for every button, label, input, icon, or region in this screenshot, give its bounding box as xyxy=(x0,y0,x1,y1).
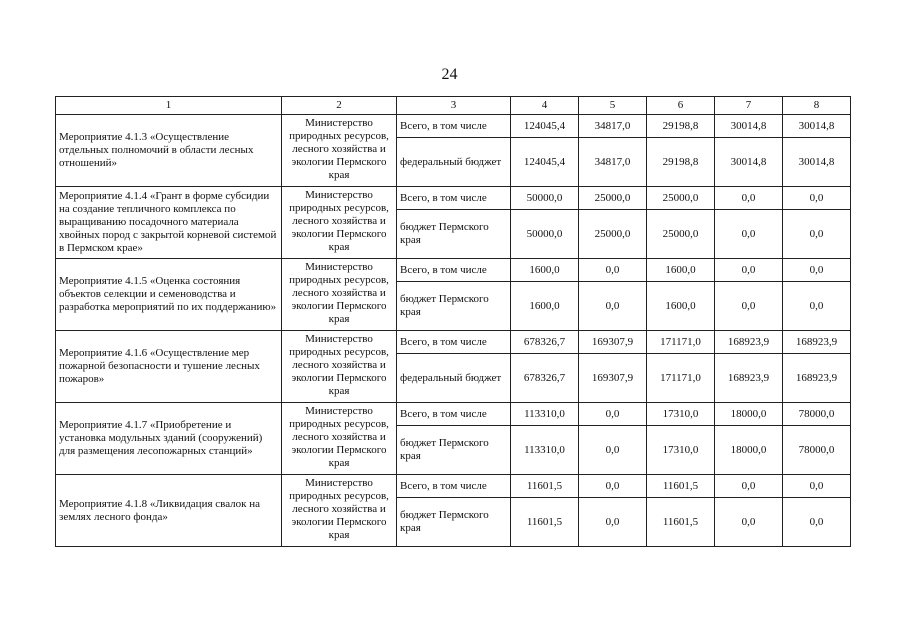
amount-cell: 0,0 xyxy=(715,282,783,331)
amount-cell: 0,0 xyxy=(783,210,851,259)
amount-cell: 0,0 xyxy=(783,282,851,331)
amount-cell: 0,0 xyxy=(715,475,783,498)
column-header: 8 xyxy=(783,97,851,115)
executor-cell: Министерство природных ресурсов, лесного хозяйства и экологии Пермского края xyxy=(282,115,397,187)
amount-cell: 0,0 xyxy=(715,259,783,282)
amount-cell: 17310,0 xyxy=(647,403,715,426)
amount-cell: 0,0 xyxy=(715,210,783,259)
amount-cell: 30014,8 xyxy=(783,138,851,187)
table-row xyxy=(56,259,851,282)
funding-source-cell: Всего, в том числе xyxy=(397,403,511,426)
event-cell: Мероприятие 4.1.4 «Грант в форме субсидии на создание тепличного комплекса по выращиванию посадочного материала хвойных пород с закрытой корневой системой в Пермском крае» xyxy=(56,187,282,259)
amount-cell: 0,0 xyxy=(579,282,647,331)
amount-cell: 168923,9 xyxy=(783,331,851,354)
amount-cell: 18000,0 xyxy=(715,403,783,426)
budget-table xyxy=(55,96,851,547)
amount-cell: 113310,0 xyxy=(511,403,579,426)
page-number: 24 xyxy=(441,66,458,83)
amount-cell: 0,0 xyxy=(579,498,647,547)
amount-cell: 0,0 xyxy=(579,403,647,426)
header-row xyxy=(56,97,851,115)
amount-cell: 0,0 xyxy=(783,498,851,547)
funding-source-cell: бюджет Пермского края xyxy=(397,498,511,547)
table-row xyxy=(56,115,851,138)
executor-cell: Министерство природных ресурсов, лесного хозяйства и экологии Пермского края xyxy=(282,259,397,331)
funding-source-cell: федеральный бюджет xyxy=(397,138,511,187)
column-header: 1 xyxy=(56,97,282,115)
amount-cell: 1600,0 xyxy=(511,259,579,282)
funding-source-cell: Всего, в том числе xyxy=(397,475,511,498)
amount-cell: 0,0 xyxy=(579,426,647,475)
table-row xyxy=(56,403,851,426)
funding-source-cell: Всего, в том числе xyxy=(397,115,511,138)
amount-cell: 1600,0 xyxy=(647,282,715,331)
amount-cell: 1600,0 xyxy=(647,259,715,282)
amount-cell: 25000,0 xyxy=(579,210,647,259)
amount-cell: 168923,9 xyxy=(715,331,783,354)
column-header: 6 xyxy=(647,97,715,115)
funding-source-cell: Всего, в том числе xyxy=(397,331,511,354)
column-header: 5 xyxy=(579,97,647,115)
table-row xyxy=(56,475,851,498)
amount-cell: 30014,8 xyxy=(715,138,783,187)
event-cell: Мероприятие 4.1.5 «Оценка состояния объектов селекции и семеноводства и разработка мероприятий по их поддержанию» xyxy=(56,259,282,331)
amount-cell: 50000,0 xyxy=(511,187,579,210)
amount-cell: 169307,9 xyxy=(579,331,647,354)
amount-cell: 124045,4 xyxy=(511,115,579,138)
executor-cell: Министерство природных ресурсов, лесного хозяйства и экологии Пермского края xyxy=(282,403,397,475)
amount-cell: 171171,0 xyxy=(647,331,715,354)
funding-source-cell: бюджет Пермского края xyxy=(397,282,511,331)
funding-source-cell: бюджет Пермского края xyxy=(397,426,511,475)
amount-cell: 50000,0 xyxy=(511,210,579,259)
amount-cell: 0,0 xyxy=(579,475,647,498)
amount-cell: 11601,5 xyxy=(511,475,579,498)
amount-cell: 25000,0 xyxy=(647,210,715,259)
amount-cell: 17310,0 xyxy=(647,426,715,475)
amount-cell: 29198,8 xyxy=(647,115,715,138)
column-header: 2 xyxy=(282,97,397,115)
amount-cell: 18000,0 xyxy=(715,426,783,475)
amount-cell: 1600,0 xyxy=(511,282,579,331)
event-cell: Мероприятие 4.1.6 «Осуществление мер пожарной безопасности и тушение лесных пожаров» xyxy=(56,331,282,403)
executor-cell: Министерство природных ресурсов, лесного хозяйства и экологии Пермского края xyxy=(282,475,397,547)
amount-cell: 678326,7 xyxy=(511,354,579,403)
column-header: 4 xyxy=(511,97,579,115)
amount-cell: 678326,7 xyxy=(511,331,579,354)
amount-cell: 25000,0 xyxy=(647,187,715,210)
amount-cell: 0,0 xyxy=(783,259,851,282)
column-header: 7 xyxy=(715,97,783,115)
executor-cell: Министерство природных ресурсов, лесного хозяйства и экологии Пермского края xyxy=(282,187,397,259)
amount-cell: 78000,0 xyxy=(783,403,851,426)
executor-cell: Министерство природных ресурсов, лесного хозяйства и экологии Пермского края xyxy=(282,331,397,403)
event-cell: Мероприятие 4.1.3 «Осуществление отдельных полномочий в области лесных отношений» xyxy=(56,115,282,187)
amount-cell: 30014,8 xyxy=(783,115,851,138)
amount-cell: 171171,0 xyxy=(647,354,715,403)
column-header: 3 xyxy=(397,97,511,115)
amount-cell: 0,0 xyxy=(715,498,783,547)
amount-cell: 169307,9 xyxy=(579,354,647,403)
funding-source-cell: бюджет Пермского края xyxy=(397,210,511,259)
funding-source-cell: Всего, в том числе xyxy=(397,259,511,282)
amount-cell: 168923,9 xyxy=(715,354,783,403)
amount-cell: 113310,0 xyxy=(511,426,579,475)
amount-cell: 34817,0 xyxy=(579,138,647,187)
amount-cell: 11601,5 xyxy=(511,498,579,547)
table-row xyxy=(56,187,851,210)
event-cell: Мероприятие 4.1.8 «Ликвидация свалок на землях лесного фонда» xyxy=(56,475,282,547)
amount-cell: 0,0 xyxy=(715,187,783,210)
amount-cell: 78000,0 xyxy=(783,426,851,475)
funding-source-cell: Всего, в том числе xyxy=(397,187,511,210)
amount-cell: 0,0 xyxy=(783,187,851,210)
table-row xyxy=(56,331,851,354)
amount-cell: 124045,4 xyxy=(511,138,579,187)
amount-cell: 0,0 xyxy=(579,259,647,282)
amount-cell: 30014,8 xyxy=(715,115,783,138)
amount-cell: 34817,0 xyxy=(579,115,647,138)
amount-cell: 168923,9 xyxy=(783,354,851,403)
amount-cell: 0,0 xyxy=(783,475,851,498)
amount-cell: 11601,5 xyxy=(647,498,715,547)
amount-cell: 29198,8 xyxy=(647,138,715,187)
funding-source-cell: федеральный бюджет xyxy=(397,354,511,403)
amount-cell: 11601,5 xyxy=(647,475,715,498)
event-cell: Мероприятие 4.1.7 «Приобретение и установка модульных зданий (сооружений) для размещения лесопожарных станций» xyxy=(56,403,282,475)
amount-cell: 25000,0 xyxy=(579,187,647,210)
